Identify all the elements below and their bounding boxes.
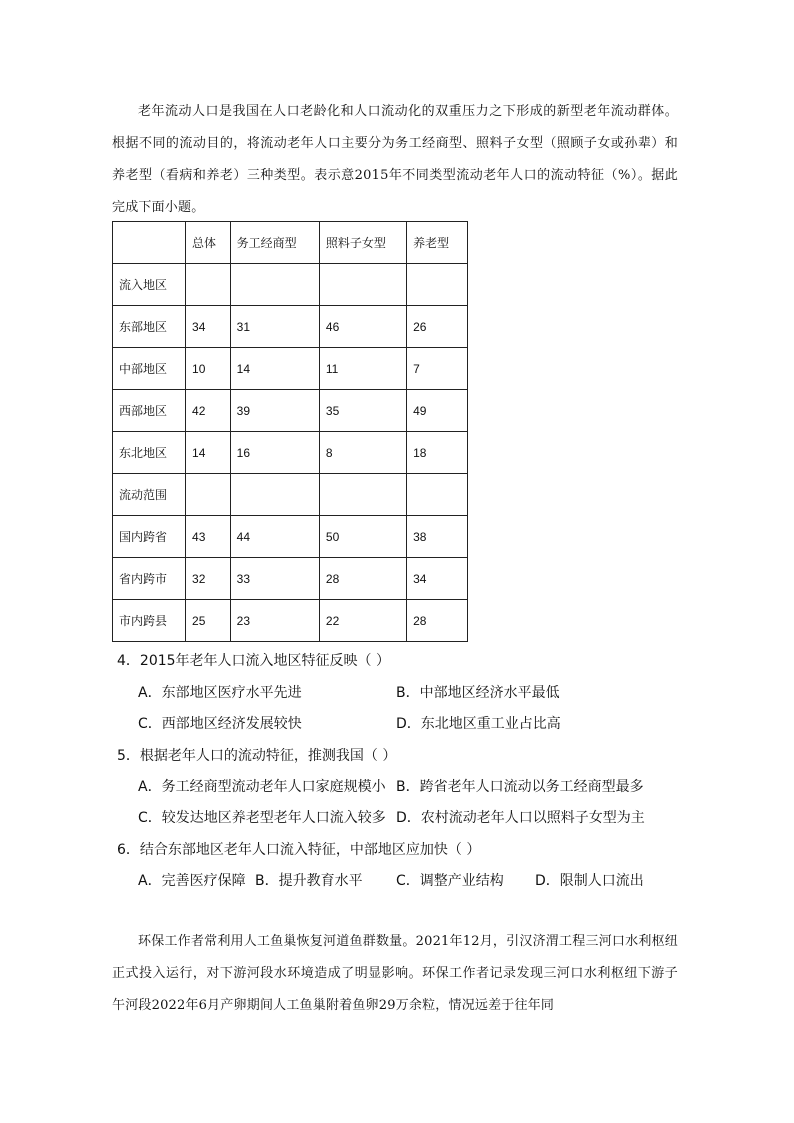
table-row bbox=[113, 264, 468, 306]
table-cell: 23 bbox=[230, 600, 319, 642]
table-cell: 46 bbox=[319, 306, 406, 348]
table-cell: 32 bbox=[186, 558, 231, 600]
table-cell: 26 bbox=[407, 306, 468, 348]
table-cell: 49 bbox=[407, 390, 468, 432]
table-row bbox=[113, 306, 468, 348]
table-row bbox=[113, 558, 468, 600]
table-header-row bbox=[113, 222, 468, 264]
question-6-option-c: C．调整产业结构 bbox=[396, 873, 504, 889]
table-cell bbox=[407, 264, 468, 306]
row-label: 东北地区 bbox=[113, 432, 186, 474]
table-cell: 35 bbox=[319, 390, 406, 432]
table-cell: 34 bbox=[407, 558, 468, 600]
table-row bbox=[113, 600, 468, 642]
table-cell: 11 bbox=[319, 348, 406, 390]
table-cell: 10 bbox=[186, 348, 231, 390]
question-6-option-d: D．限制人口流出 bbox=[535, 873, 644, 889]
table-cell bbox=[319, 474, 406, 516]
row-label: 省内跨市 bbox=[113, 558, 186, 600]
outro-paragraph: 环保工作者常利用人工鱼巢恢复河道鱼群数量。2021年12月，引汉济渭工程三河口水利枢纽正式投入运行，对下游河段水环境造成了明显影响。环保工作者记录发现三河口水利枢纽下游子午河段2022年6月产卵期间人工鱼巢附着鱼卵29万余粒，情况远差于往年同 bbox=[112, 934, 678, 1013]
table-cell bbox=[186, 474, 231, 516]
question-4-option-b: B．中部地区经济水平最低 bbox=[396, 685, 560, 701]
intro-paragraph: 老年流动人口是我国在人口老龄化和人口流动化的双重压力之下形成的新型老年流动群体。根据不同的流动目的，将流动老年人口主要分为务工经商型、照料子女型（照顾子女或孙辈）和养老型（看病和养老）三种类型。表示意2015年不同类型流动老年人口的流动特征（%）。据此完成下面小题。 bbox=[112, 104, 678, 215]
table-cell bbox=[407, 474, 468, 516]
row-label: 东部地区 bbox=[113, 306, 186, 348]
table-cell bbox=[186, 264, 231, 306]
question-4-option-d: D．东北地区重工业占比高 bbox=[396, 716, 561, 732]
row-label: 西部地区 bbox=[113, 390, 186, 432]
table-row bbox=[113, 474, 468, 516]
question-6-option-a: A．完善医疗保障 bbox=[138, 873, 246, 889]
table-cell: 7 bbox=[407, 348, 468, 390]
table-cell: 34 bbox=[186, 306, 231, 348]
table-cell: 38 bbox=[407, 516, 468, 558]
question-4-option-c: C．西部地区经济发展较快 bbox=[138, 716, 302, 732]
table-row bbox=[113, 516, 468, 558]
row-label: 流入地区 bbox=[113, 264, 186, 306]
row-label: 中部地区 bbox=[113, 348, 186, 390]
question-5-option-a: A．务工经商型流动老年人口家庭规模小 bbox=[138, 779, 386, 795]
header-cell: 务工经商型 bbox=[230, 222, 319, 264]
table-cell: 28 bbox=[319, 558, 406, 600]
table-cell: 14 bbox=[230, 348, 319, 390]
row-label: 国内跨省 bbox=[113, 516, 186, 558]
header-cell: 总体 bbox=[186, 222, 231, 264]
migration-table bbox=[112, 221, 468, 642]
table-cell: 22 bbox=[319, 600, 406, 642]
question-4-stem: 4．2015年老年人口流入地区特征反映（ ） bbox=[117, 653, 390, 669]
table-cell: 8 bbox=[319, 432, 406, 474]
table-row bbox=[113, 432, 468, 474]
table-cell: 31 bbox=[230, 306, 319, 348]
table-cell bbox=[319, 264, 406, 306]
question-6-option-b: B．提升教育水平 bbox=[255, 873, 363, 889]
table-cell: 18 bbox=[407, 432, 468, 474]
table-row bbox=[113, 390, 468, 432]
question-5-option-c: C．较发达地区养老型老年人口流入较多 bbox=[138, 810, 386, 826]
table-row bbox=[113, 348, 468, 390]
table-cell bbox=[230, 474, 319, 516]
table-cell: 28 bbox=[407, 600, 468, 642]
table-cell: 33 bbox=[230, 558, 319, 600]
table-cell bbox=[230, 264, 319, 306]
table-cell: 50 bbox=[319, 516, 406, 558]
question-5-option-b: B．跨省老年人口流动以务工经商型最多 bbox=[396, 779, 644, 795]
table-cell: 14 bbox=[186, 432, 231, 474]
question-5-stem: 5．根据老年人口的流动特征，推测我国（ ） bbox=[117, 748, 397, 764]
header-cell bbox=[113, 222, 186, 264]
question-6-stem: 6．结合东部地区老年人口流入特征，中部地区应加快（ ） bbox=[117, 842, 481, 858]
header-cell: 照料子女型 bbox=[319, 222, 406, 264]
table-cell: 42 bbox=[186, 390, 231, 432]
table-cell: 25 bbox=[186, 600, 231, 642]
table-cell: 16 bbox=[230, 432, 319, 474]
header-cell: 养老型 bbox=[407, 222, 468, 264]
question-5-option-d: D．农村流动老年人口以照料子女型为主 bbox=[396, 810, 645, 826]
row-label: 流动范围 bbox=[113, 474, 186, 516]
row-label: 市内跨县 bbox=[113, 600, 186, 642]
table-cell: 43 bbox=[186, 516, 231, 558]
table-cell: 39 bbox=[230, 390, 319, 432]
question-4-option-a: A．东部地区医疗水平先进 bbox=[138, 685, 302, 701]
table-cell: 44 bbox=[230, 516, 319, 558]
